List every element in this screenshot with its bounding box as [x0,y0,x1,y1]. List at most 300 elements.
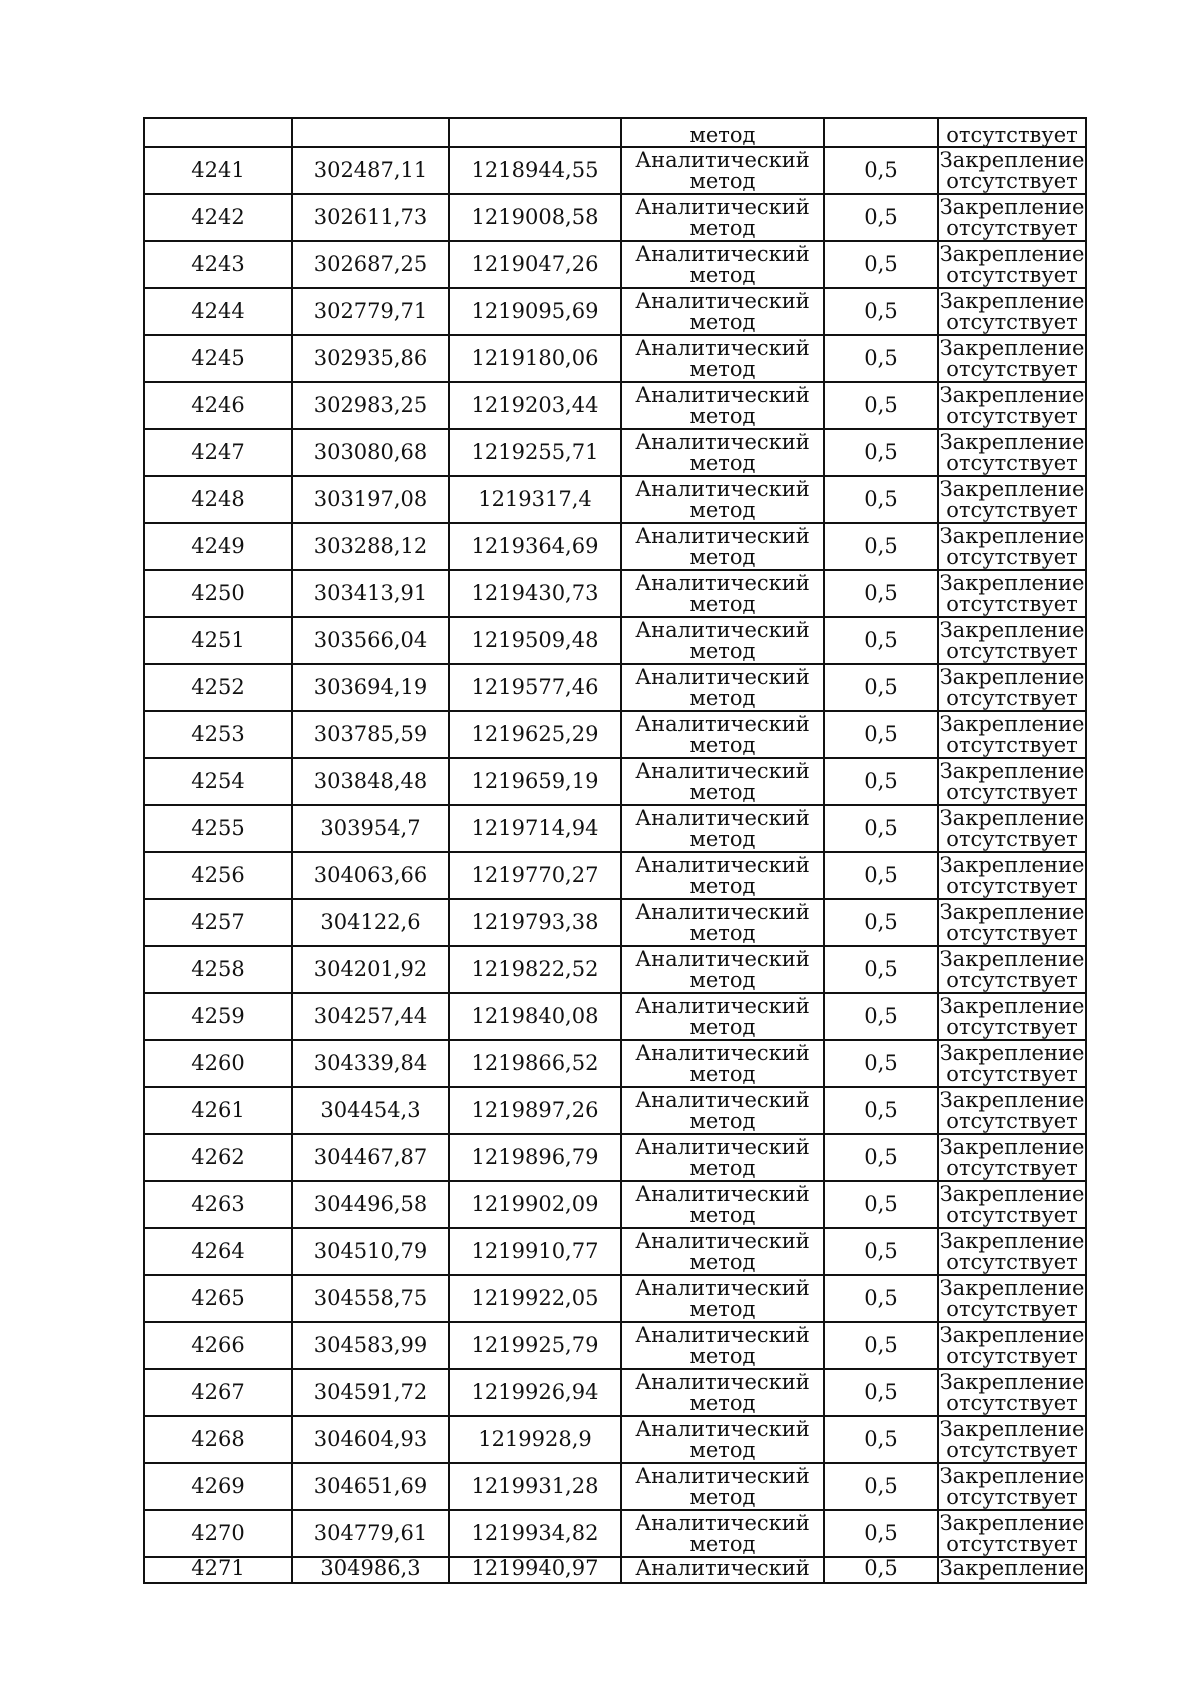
table-row [144,241,1086,288]
method-line-1: Аналитический [635,1416,810,1441]
accuracy-cell: 0,5 [824,1510,938,1557]
table-row [144,852,1086,899]
x-coordinate-cell: 303694,19 [292,664,449,711]
fixing-line-2: отсутствует [946,1108,1078,1133]
y-coordinate-cell: 1219840,08 [449,993,621,1040]
table-row-cut [144,1557,1086,1583]
fixing-line-1: Закрепление [939,241,1085,266]
accuracy-cell: 0,5 [824,194,938,241]
method-cell: метод [621,118,824,147]
y-coordinate-cell: 1219931,28 [449,1463,621,1510]
method-cell [621,852,824,899]
method-line-1: Аналитический [635,899,810,924]
table-row [144,899,1086,946]
fixing-cell [938,1087,1086,1134]
x-coordinate-cell: 304591,72 [292,1369,449,1416]
method-cell [621,899,824,946]
y-coordinate-cell: 1219509,48 [449,617,621,664]
method-cell [621,805,824,852]
fixing-line-1: Закрепление [939,288,1085,313]
point-number-cell: 4259 [144,993,292,1040]
point-number-cell: 4264 [144,1228,292,1275]
accuracy-cell: 0,5 [824,805,938,852]
fixing-line-1: Закрепление [939,1181,1085,1206]
fixing-cell [938,711,1086,758]
method-line-1: Аналитический [635,664,810,689]
accuracy-cell: 0,5 [824,852,938,899]
x-coordinate-cell: 303566,04 [292,617,449,664]
method-line-2: метод [689,873,756,898]
fixing-line-2: отсутствует [946,873,1078,898]
method-line-1: Аналитический [635,570,810,595]
method-line-1: Аналитический [635,476,810,501]
accuracy-cell: 0,5 [824,946,938,993]
table-row [144,382,1086,429]
fixing-cell [938,946,1086,993]
point-number-cell: 4258 [144,946,292,993]
method-line-1: Аналитический [635,758,810,783]
method-line-1: Аналитический [635,429,810,454]
fixing-line-2: отсутствует [946,1155,1078,1180]
accuracy-cell: 0,5 [824,1228,938,1275]
table-row [144,805,1086,852]
fixing-cell [938,1416,1086,1463]
point-number-cell [144,118,292,147]
table-row [144,1275,1086,1322]
y-coordinate-cell: 1219902,09 [449,1181,621,1228]
fixing-line-1: Закрепление [939,1322,1085,1347]
y-coordinate-cell: 1219364,69 [449,523,621,570]
fixing-cell: отсутствует [938,118,1086,147]
fixing-cell [938,523,1086,570]
fixing-cell [938,429,1086,476]
fixing-cell [938,1134,1086,1181]
method-line-2: метод [689,1061,756,1086]
table-row [144,1040,1086,1087]
fixing-line-2: отсутствует [946,1296,1078,1321]
point-number-cell: 4250 [144,570,292,617]
fixing-line-1: Закрепление [939,194,1085,219]
accuracy-cell [824,118,938,147]
fixing-line-2: отсутствует [946,1531,1078,1556]
method-cell [621,1275,824,1322]
fixing-cell [938,570,1086,617]
y-coordinate-cell: 1219255,71 [449,429,621,476]
fixing-line-2: отсутствует [946,450,1078,475]
point-number-cell: 4271 [144,1557,292,1583]
x-coordinate-cell: 304510,79 [292,1228,449,1275]
method-line-2: метод [689,732,756,757]
fixing-line-1: Закрепление [939,1463,1085,1488]
y-coordinate-cell: 1219925,79 [449,1322,621,1369]
x-coordinate-cell: 302983,25 [292,382,449,429]
fixing-line-2: отсутствует [946,262,1078,287]
fixing-line-1: Закрепление [939,1040,1085,1065]
x-coordinate-cell: 302611,73 [292,194,449,241]
point-number-cell: 4253 [144,711,292,758]
fixing-cell [938,194,1086,241]
method-line-2: метод [689,1390,756,1415]
y-coordinate-cell: 1219317,4 [449,476,621,523]
x-coordinate-cell: 303288,12 [292,523,449,570]
table-row [144,147,1086,194]
point-number-cell: 4262 [144,1134,292,1181]
accuracy-cell: 0,5 [824,1040,938,1087]
point-number-cell: 4269 [144,1463,292,1510]
method-line-1: Аналитический [635,852,810,877]
fixing-cell [938,1510,1086,1557]
method-line-1: Аналитический [635,1087,810,1112]
method-line-2: метод [689,1531,756,1556]
y-coordinate-cell: 1219095,69 [449,288,621,335]
method-cell [621,523,824,570]
point-number-cell: 4256 [144,852,292,899]
accuracy-cell: 0,5 [824,1181,938,1228]
method-line-2: метод [689,826,756,851]
fixing-line-1: Закрепление [939,946,1085,971]
method-line-1: Аналитический [635,1228,810,1253]
coordinates-table [143,117,1087,1584]
y-coordinate-cell: 1219577,46 [449,664,621,711]
accuracy-cell: 0,5 [824,993,938,1040]
x-coordinate-cell: 303197,08 [292,476,449,523]
fixing-line-2: отсутствует [946,403,1078,428]
x-coordinate-cell: 304779,61 [292,1510,449,1557]
fixing-line-1: Закрепление [939,382,1085,407]
method-cell [621,241,824,288]
fixing-line-1: Закрепление [939,570,1085,595]
y-coordinate-cell: 1219866,52 [449,1040,621,1087]
fixing-line-2: отсутствует [946,685,1078,710]
fixing-line-1: Закрепление [939,993,1085,1018]
point-number-cell: 4266 [144,1322,292,1369]
method-cell [621,1228,824,1275]
fixing-cell [938,1181,1086,1228]
method-cell [621,288,824,335]
method-line-1: Аналитический [635,194,810,219]
method-line-1: Аналитический [635,946,810,971]
table-row [144,1134,1086,1181]
method-line-2: метод [689,1108,756,1133]
y-coordinate-cell: 1219714,94 [449,805,621,852]
accuracy-cell: 0,5 [824,617,938,664]
fixing-cell [938,1228,1086,1275]
table-row [144,758,1086,805]
method-line-1: Аналитический [635,1134,810,1159]
method-line-1: Аналитический [635,147,810,172]
point-number-cell: 4257 [144,899,292,946]
table-row [144,946,1086,993]
y-coordinate-cell: 1219203,44 [449,382,621,429]
method-cell [621,993,824,1040]
fixing-line-2: отсутствует [946,920,1078,945]
point-number-cell: 4245 [144,335,292,382]
fixing-line-2: отсутствует [946,309,1078,334]
table-row [144,1463,1086,1510]
method-cell [621,946,824,993]
method-cell [621,1510,824,1557]
method-line-1: Аналитический [635,335,810,360]
y-coordinate-cell: 1219430,73 [449,570,621,617]
point-number-cell: 4247 [144,429,292,476]
fixing-cell [938,335,1086,382]
x-coordinate-cell: 304604,93 [292,1416,449,1463]
coordinates-table-body [144,118,1086,1583]
fixing-line-2: отсутствует [946,967,1078,992]
x-coordinate-cell: 304467,87 [292,1134,449,1181]
table-row [144,335,1086,382]
method-cell [621,476,824,523]
method-line-2: метод [689,1155,756,1180]
y-coordinate-cell: 1219934,82 [449,1510,621,1557]
fixing-cell [938,852,1086,899]
method-line-1: Аналитический [635,1040,810,1065]
y-coordinate-cell [449,118,621,147]
point-number-cell: 4267 [144,1369,292,1416]
fixing-line-1: Закрепление [939,147,1085,172]
method-line-2: метод [689,544,756,569]
accuracy-cell: 0,5 [824,711,938,758]
fixing-line-1: Закрепление [939,711,1085,736]
point-number-cell: 4268 [144,1416,292,1463]
method-line-2: метод [689,450,756,475]
accuracy-cell: 0,5 [824,1369,938,1416]
table-row [144,1369,1086,1416]
x-coordinate-cell: 302779,71 [292,288,449,335]
accuracy-cell: 0,5 [824,476,938,523]
method-cell [621,382,824,429]
y-coordinate-cell: 1219659,19 [449,758,621,805]
table-row [144,664,1086,711]
method-cell [621,617,824,664]
fixing-cell [938,288,1086,335]
accuracy-cell: 0,5 [824,570,938,617]
x-coordinate-cell: 304558,75 [292,1275,449,1322]
fixing-cell [938,1463,1086,1510]
fixing-line-2: отсутствует [946,356,1078,381]
fixing-line-2: отсутствует [946,215,1078,240]
method-line-1: Аналитический [635,288,810,313]
accuracy-cell: 0,5 [824,1322,938,1369]
fixing-cell [938,1322,1086,1369]
fixing-line-1: Закрепление [939,805,1085,830]
fixing-line-1: Закрепление [939,852,1085,877]
method-line-2: метод [689,1202,756,1227]
y-coordinate-cell: 1219928,9 [449,1416,621,1463]
method-line-2: метод [689,638,756,663]
method-line-2: метод [689,1014,756,1039]
table-row [144,523,1086,570]
table-row [144,1228,1086,1275]
method-cell [621,429,824,476]
fixing-line-1: Закрепление [939,664,1085,689]
method-line-2: метод [689,591,756,616]
method-line-1: Аналитический [635,993,810,1018]
method-cell [621,570,824,617]
fixing-line-1: Закрепление [939,476,1085,501]
fixing-line-2: отсутствует [946,544,1078,569]
point-number-cell: 4249 [144,523,292,570]
x-coordinate-cell: 304339,84 [292,1040,449,1087]
method-line-1: Аналитический [635,523,810,548]
method-cell [621,335,824,382]
fixing-line-1: Закрепление [939,1134,1085,1159]
method-cell [621,1040,824,1087]
method-line-2: метод [689,1437,756,1462]
y-coordinate-cell: 1219770,27 [449,852,621,899]
x-coordinate-cell: 304454,3 [292,1087,449,1134]
point-number-cell: 4251 [144,617,292,664]
method-line-2: метод [689,356,756,381]
method-cell [621,1181,824,1228]
point-number-cell: 4265 [144,1275,292,1322]
fixing-line-2: отсутствует [946,1202,1078,1227]
method-cell [621,147,824,194]
method-line-1: Аналитический [635,617,810,642]
y-coordinate-cell: 1219926,94 [449,1369,621,1416]
x-coordinate-cell: 304122,6 [292,899,449,946]
fixing-cell [938,617,1086,664]
fixing-cell [938,993,1086,1040]
y-coordinate-cell: 1219047,26 [449,241,621,288]
method-cell [621,711,824,758]
fixing-line-1: Закрепление [939,429,1085,454]
fixing-cell [938,899,1086,946]
table-row [144,1322,1086,1369]
fixing-line-2: отсутствует [946,1437,1078,1462]
accuracy-cell: 0,5 [824,899,938,946]
method-line-1: Аналитический [635,382,810,407]
y-coordinate-cell: 1219793,38 [449,899,621,946]
method-line-2: метод [689,1484,756,1509]
fixing-cell [938,241,1086,288]
fixing-line-1: Закрепление [939,1510,1085,1535]
fixing-line-2: отсутствует [946,1484,1078,1509]
method-line-2: метод [689,309,756,334]
x-coordinate-cell: 304201,92 [292,946,449,993]
table-row [144,1416,1086,1463]
point-number-cell: 4242 [144,194,292,241]
x-coordinate-cell: 303848,48 [292,758,449,805]
y-coordinate-cell: 1219008,58 [449,194,621,241]
method-line-1: Аналитический [635,1369,810,1394]
fixing-cell [938,147,1086,194]
table-row [144,1181,1086,1228]
method-line-1: Аналитический [635,1275,810,1300]
y-coordinate-cell: 1219922,05 [449,1275,621,1322]
y-coordinate-cell: 1219896,79 [449,1134,621,1181]
method-line-1: Аналитический [635,805,810,830]
table-row [144,194,1086,241]
method-line-2: метод [689,920,756,945]
method-line-2: метод [689,497,756,522]
method-line-1: Аналитический [635,1181,810,1206]
x-coordinate-cell [292,118,449,147]
fixing-cell [938,476,1086,523]
accuracy-cell: 0,5 [824,241,938,288]
fixing-cell [938,758,1086,805]
fixing-line-2: отсутствует [946,1014,1078,1039]
method-line-1: Аналитический [635,241,810,266]
accuracy-cell: 0,5 [824,758,938,805]
fixing-cell [938,1040,1086,1087]
fixing-cell: Закрепление [938,1557,1086,1583]
point-number-cell: 4270 [144,1510,292,1557]
table-row-continued [144,118,1086,147]
fixing-line-1: Закрепление [939,523,1085,548]
method-line-2: метод [689,403,756,428]
fixing-line-1: Закрепление [939,1275,1085,1300]
y-coordinate-cell: 1219940,97 [449,1557,621,1583]
fixing-line-2: отсутствует [946,732,1078,757]
method-line-1: Аналитический [635,1322,810,1347]
method-cell [621,1322,824,1369]
fixing-cell [938,382,1086,429]
method-line-2: метод [689,1296,756,1321]
fixing-line-1: Закрепление [939,899,1085,924]
fixing-line-2: отсутствует [946,497,1078,522]
x-coordinate-cell: 304986,3 [292,1557,449,1583]
accuracy-cell: 0,5 [824,429,938,476]
table-row [144,429,1086,476]
accuracy-cell: 0,5 [824,1087,938,1134]
point-number-cell: 4263 [144,1181,292,1228]
accuracy-cell: 0,5 [824,288,938,335]
point-number-cell: 4248 [144,476,292,523]
accuracy-cell: 0,5 [824,523,938,570]
fixing-cell [938,1369,1086,1416]
method-line-2: метод [689,262,756,287]
method-cell: Аналитический [621,1557,824,1583]
table-row [144,476,1086,523]
accuracy-cell: 0,5 [824,1134,938,1181]
method-cell [621,664,824,711]
method-cell [621,1369,824,1416]
y-coordinate-cell: 1219822,52 [449,946,621,993]
point-number-cell: 4255 [144,805,292,852]
method-cell [621,194,824,241]
x-coordinate-cell: 303413,91 [292,570,449,617]
method-line-2: метод [689,1343,756,1368]
method-line-2: метод [689,685,756,710]
accuracy-cell: 0,5 [824,382,938,429]
fixing-line-1: Закрепление [939,758,1085,783]
fixing-line-1: Закрепление [939,335,1085,360]
accuracy-cell: 0,5 [824,1275,938,1322]
x-coordinate-cell: 303954,7 [292,805,449,852]
table-row [144,570,1086,617]
table-row [144,1510,1086,1557]
method-line-1: Аналитический [635,1510,810,1535]
fixing-line-1: Закрепление [939,1087,1085,1112]
fixing-line-1: Закрепление [939,1228,1085,1253]
y-coordinate-cell: 1219897,26 [449,1087,621,1134]
fixing-line-2: отсутствует [946,638,1078,663]
method-line-2: метод [689,1249,756,1274]
point-number-cell: 4244 [144,288,292,335]
fixing-line-1: Закрепление [939,1416,1085,1441]
table-row [144,993,1086,1040]
method-line-2: метод [689,779,756,804]
x-coordinate-cell: 302687,25 [292,241,449,288]
accuracy-cell: 0,5 [824,664,938,711]
fixing-line-2: отсутствует [946,1390,1078,1415]
x-coordinate-cell: 304583,99 [292,1322,449,1369]
x-coordinate-cell: 303785,59 [292,711,449,758]
method-cell [621,758,824,805]
y-coordinate-cell: 1219910,77 [449,1228,621,1275]
accuracy-cell: 0,5 [824,1463,938,1510]
